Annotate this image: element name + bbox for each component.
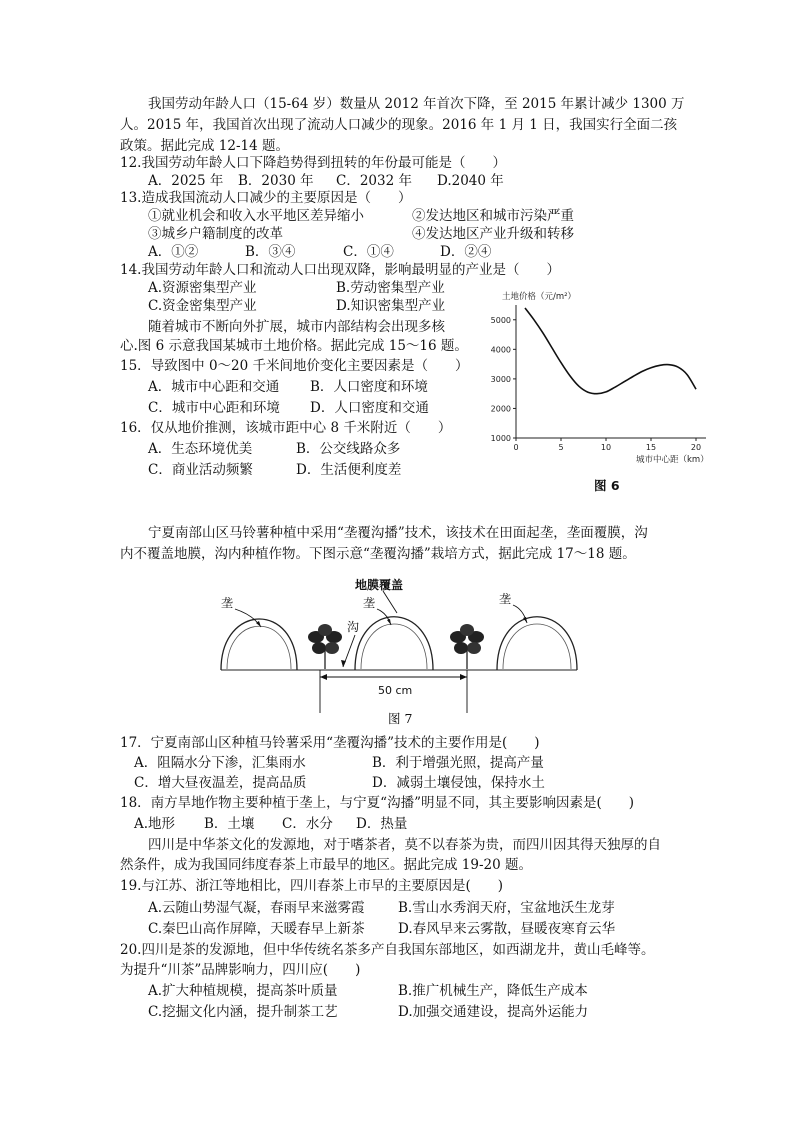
ridge-middle: [355, 617, 433, 670]
q19-option-a: A.云随山势湿气凝，春雨早来滋雾霞: [148, 900, 365, 916]
intro3-line-1: 宁夏南部山区马铃薯种植中采用“垄覆沟播”技术，该技术在田面起垄，垄面覆膜，沟: [148, 525, 648, 541]
q13-item-4: ④发达地区产业升级和转移: [412, 226, 574, 242]
q13-item-2: ②发达地区和城市污染严重: [412, 208, 574, 224]
q12-option-a: A．2025 年: [148, 173, 224, 189]
q18-option-d: D．热量: [356, 816, 408, 832]
x-tick-label: 5: [558, 443, 564, 452]
film-arrow: [383, 591, 397, 613]
q18-option-b: B．土壤: [204, 816, 255, 832]
intro2-line-1: 随着城市不断向外扩展，城市内部结构会出现多核: [148, 319, 445, 335]
film-left: [227, 626, 291, 669]
q15-option-a: A．城市中心距和交通: [148, 379, 280, 395]
q12-option-d: D.2040 年: [437, 173, 504, 189]
q15-option-d: D．人口密度和交通: [310, 400, 429, 416]
fig7-caption: 图 7: [388, 711, 413, 726]
intro-line-2: 人。2015 年，我国首次出现了流动人口减少的现象。2016 年 1 月 1 日，我国实行全面二孩: [120, 117, 678, 133]
chart-ylabel: 土地价格（元/m²）: [502, 292, 577, 302]
x-tick-label: 10: [600, 443, 612, 452]
q19-option-b: B.雪山水秀润天府，宝盆地沃生龙芽: [398, 900, 615, 916]
y-tick-label: 2000: [490, 404, 511, 414]
film-right: [503, 624, 571, 669]
q17-option-c: C．增大昼夜温差，提高品质: [134, 775, 307, 791]
q13-stem: 13.造成我国流动人口减少的主要原因是（ ）: [120, 190, 412, 206]
ridge-label-1: 垄: [221, 596, 234, 610]
q15-stem: 15．导致图中 0～20 千米间地价变化主要因素是（ ）: [120, 358, 469, 374]
y-tick-label: 5000: [490, 315, 511, 325]
q15-option-c: C．城市中心距和环境: [148, 400, 280, 416]
q19-stem: 19.与江苏、浙江等地相比，四川春茶上市早的主要原因是( ): [120, 878, 504, 894]
furrow-label: 沟: [347, 620, 360, 634]
intro4-line-1: 四川是中华茶文化的发源地，对于嗜茶者，莫不以春茶为贵，而四川因其得天独厚的自: [148, 837, 661, 853]
chart-title: 图 6: [594, 478, 620, 493]
q15-option-b: B．人口密度和环境: [310, 379, 428, 395]
q20-stem-line-1: 20.四川是茶的发源地，但中华传统名茶多产自我国东部地区，如西湖龙井，黄山毛峰等。: [120, 942, 655, 958]
ridge-furrow-diagram: [205, 573, 605, 725]
q14-option-d: D.知识密集型产业: [336, 298, 446, 314]
ridge-right: [497, 617, 577, 670]
q19-option-d: D.春风早来云雾散，昼暖夜寒育云华: [398, 921, 616, 937]
q19-option-c: C.秦巴山高作屏障，天暖春早上新茶: [148, 921, 365, 937]
arrow-head: [320, 674, 327, 680]
ridge-arrow-1: [235, 609, 261, 627]
chart-series-line: [525, 308, 696, 394]
arrow-head: [460, 674, 467, 680]
q13-option-a: A．①②: [148, 244, 199, 260]
q12-option-b: B．2030 年: [238, 173, 314, 189]
q20-stem-line-2: 为提升“川茶”品牌影响力，四川应( ): [120, 962, 361, 978]
q16-stem: 16．仅从地价推测，该城市距中心 8 千米附近（ ）: [120, 420, 452, 436]
chart-xlabel: 城市中心距（km）: [636, 455, 709, 465]
intro-line-1: 我国劳动年龄人口（15-64 岁）数量从 2012 年首次下降，至 2015 年累计减少 1300 万: [148, 96, 685, 112]
film-middle: [361, 624, 427, 669]
q18-option-a: A.地形: [134, 816, 176, 832]
q17-stem: 17．宁夏南部山区种植马铃薯采用“垄覆沟播”技术的主要作用是( ): [120, 735, 540, 751]
q18-stem: 18．南方旱地作物主要种植于垄上，与宁夏“沟播”明显不同，其主要影响因素是( ): [120, 795, 635, 811]
intro4-line-2: 然条件，成为我国同纬度春茶上市最早的地区。据此完成 19-20 题。: [120, 857, 532, 873]
q16-option-d: D．生活便利度差: [296, 462, 402, 478]
intro2-line-2: 心.图 6 示意我国某城市土地价格。据此完成 15～16 题。: [120, 338, 468, 354]
q13-option-c: C．①④: [343, 244, 394, 260]
x-tick-label: 15: [645, 443, 657, 452]
y-tick-label: 4000: [490, 345, 511, 355]
width-label: 50 cm: [378, 684, 413, 697]
q14-option-b: B.劳动密集型产业: [336, 280, 445, 296]
q18-option-c: C．水分: [282, 816, 333, 832]
q16-option-c: C．商业活动频繁: [148, 462, 253, 478]
potato-plant-icon: [450, 624, 484, 669]
q17-option-d: D．减弱土壤侵蚀，保持水土: [372, 775, 545, 791]
land-price-chart: [486, 285, 726, 495]
q20-option-b: B.推广机械生产，降低生产成本: [398, 983, 588, 999]
q14-option-c: C.资金密集型产业: [148, 298, 257, 314]
q14-option-a: A.资源密集型产业: [148, 280, 257, 296]
intro-line-3: 政策。据此完成 12-14 题。: [120, 138, 290, 154]
q12-option-c: C．2032 年: [336, 173, 412, 189]
q16-option-b: B．公交线路众多: [296, 441, 401, 457]
film-label: 地膜覆盖: [355, 578, 404, 592]
q20-option-c: C.挖掘文化内涵，提升制茶工艺: [148, 1004, 338, 1020]
ridge-label-2: 垄: [363, 596, 376, 610]
x-tick-label: 0: [513, 443, 519, 452]
ridge-label-3: 垄: [499, 592, 512, 606]
y-tick-label: 3000: [490, 374, 511, 384]
q17-option-b: B．利于增强光照，提高产量: [372, 755, 544, 771]
q20-option-a: A.扩大种植规模，提高茶叶质量: [148, 983, 338, 999]
q16-option-a: A．生态环境优美: [148, 441, 253, 457]
potato-plant-icon: [308, 624, 342, 669]
arrow-head: [341, 660, 346, 667]
intro3-line-2: 内不覆盖地膜，沟内种植作物。下图示意“垄覆沟播”栽培方式，据此完成 17～18 题。: [120, 546, 636, 562]
q17-option-a: A．阻隔水分下渗，汇集雨水: [134, 755, 306, 771]
q12-stem: 12.我国劳动年龄人口下降趋势得到扭转的年份最可能是（ ）: [120, 155, 506, 171]
q13-option-d: D．②④: [440, 244, 492, 260]
q13-item-3: ③城乡户籍制度的改革: [148, 226, 283, 242]
q14-stem: 14.我国劳动年龄人口和流动人口出现双降，影响最明显的产业是（ ）: [120, 262, 560, 278]
q13-option-b: B．③④: [245, 244, 296, 260]
q13-item-1: ①就业机会和收入水平地区差异缩小: [148, 208, 364, 224]
q20-option-d: D.加强交通建设，提高外运能力: [398, 1004, 589, 1020]
y-tick-label: 1000: [490, 434, 511, 443]
x-tick-label: 20: [690, 443, 702, 452]
